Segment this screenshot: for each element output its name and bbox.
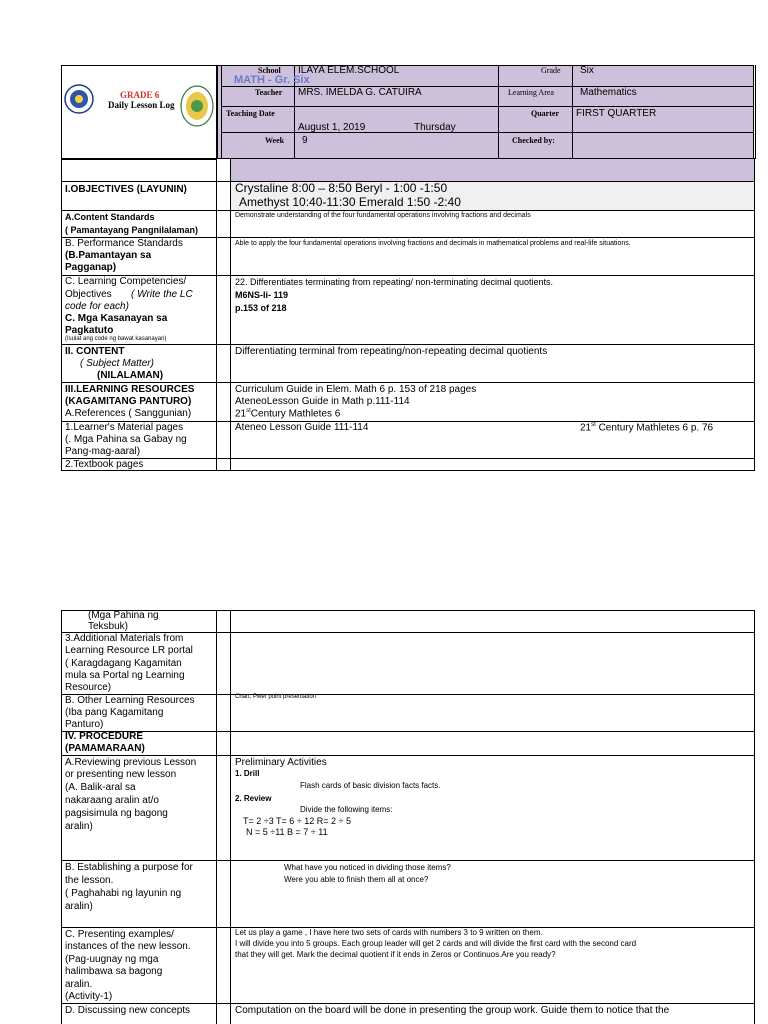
purp-label-4: aralin) <box>65 901 93 912</box>
checked-label: Checked by: <box>512 136 555 145</box>
lm-value-2 <box>580 422 713 434</box>
grade-label: GRADE 6 <box>120 90 160 100</box>
deped-seal-icon <box>64 84 94 114</box>
purp-label-3: ( Paghahabi ng layunin ng <box>65 888 182 899</box>
schedule-line1: Crystaline 8:00 – 8:50 Beryl - 1:00 -1:50 <box>235 181 448 195</box>
disc-value: Computation on the board will be done in presenting the group work. Guide them to notice that the <box>235 1005 670 1016</box>
lm-value-2sup: st <box>591 422 596 428</box>
lr-label-3: A.References ( Sanggunian) <box>65 408 192 419</box>
lc-label-6: (Isulat ang code ng bawat kasanayan) <box>65 336 167 342</box>
perf-std-label: B. Performance Standards <box>65 238 183 249</box>
olr-label: B. Other Learning Resources <box>65 695 195 706</box>
rev-value-1: Preliminary Activities <box>235 757 327 768</box>
purp-label: B. Establishing a purpose for <box>65 862 193 873</box>
math-label: MATH - Gr. Six <box>234 74 310 86</box>
tb-cont-1: (Mga Pahina ng <box>88 610 159 621</box>
lm-value-2a: 21 <box>580 422 592 434</box>
lc-value: 22. Differentiates terminating from repeating/ non-terminating decimal quotients. <box>235 277 554 287</box>
am-label-5: Resource) <box>65 682 112 693</box>
lc-page: p.153 of 218 <box>235 303 287 313</box>
perf-std-label-3: Pagganap) <box>65 262 117 273</box>
lm-label-3: Pang-mag-aaral) <box>65 446 141 457</box>
school-value: ILAYA ELEM.SCHOOL <box>298 65 400 76</box>
am-label-2: Learning Resource LR portal <box>65 645 193 656</box>
lc-label-2b: ( Write the LC <box>131 289 193 300</box>
lc-code: M6NS-Ii- 119 <box>235 290 289 300</box>
lc-label-4: C. Mga Kasanayan sa <box>65 313 168 324</box>
pres-label-3: (Pag-uugnay ng mga <box>65 954 159 965</box>
area-value: Mathematics <box>580 87 637 98</box>
rev-value-6: T= 2 ÷3 T= 6 ÷ 12 R= 2 ÷ 5 <box>243 816 351 826</box>
quarter-value: FIRST QUARTER <box>576 108 657 119</box>
rev-value-7: N = 5 ÷11 B = 7 ÷ 11 <box>246 827 328 837</box>
rev-label-3: (A. Balik-aral sa <box>65 782 136 793</box>
purp-value-1: What have you noticed in dividing those items? <box>284 863 451 872</box>
area-label: Learning Area <box>508 88 554 97</box>
disc-label: D. Discussing new concepts <box>65 1005 191 1016</box>
objectives-label: I.OBJECTIVES (LAYUNIN) <box>65 184 187 195</box>
schedule-line2: Amethyst 10:40-11:30 Emerald 1:50 -2:40 <box>239 195 461 209</box>
olr-label-3: Panturo) <box>65 719 104 730</box>
rev-label: A.Reviewing previous Lesson <box>65 757 197 768</box>
olr-value: Chart, Pwer point presentation <box>235 694 317 700</box>
rev-value-5: Divide the following items: <box>300 805 393 814</box>
pres-label-2: instances of the new lesson. <box>65 941 191 952</box>
tb-label: 2.Textbook pages <box>65 459 144 470</box>
perf-std-label-2: (B.Pamantayan sa <box>65 250 152 261</box>
am-label: 3.Additional Materials from <box>65 633 184 644</box>
lr-value-3 <box>235 408 340 420</box>
lc-label-2: Objectives <box>65 289 112 300</box>
lc-label-5: Pagkatuto <box>65 325 114 336</box>
lm-label-2: (. Mga Pahina sa Gabay ng <box>65 434 187 445</box>
purp-value-2: Were you able to finish them all at once? <box>284 875 429 884</box>
proc-label-2: (PAMAMARAAN) <box>65 743 145 754</box>
lr-value-3sup: st <box>246 408 251 414</box>
lr-value-2: AteneoLesson Guide in Math p.111-114 <box>235 396 410 407</box>
rev-value-2: 1. Drill <box>235 769 260 778</box>
pres-label-5: aralin. <box>65 979 93 990</box>
rev-label-2: or presenting new lesson <box>65 769 177 780</box>
pres-value-3: that they will get. Mark the decimal quotient if it ends in Zeros or Continuos.Are you ready? <box>235 950 556 959</box>
day-value: Thursday <box>414 122 456 133</box>
content-value: Differentiating terminal from repeating/non-repeating decimal quotients <box>235 346 548 357</box>
lr-label: III.LEARNING RESOURCES <box>65 384 195 395</box>
grade-value: Six <box>580 65 594 76</box>
school-label: School <box>258 66 281 75</box>
lm-label: 1.Learner's Material pages <box>65 422 184 433</box>
olr-label-2: (Iba pang Kagamitang <box>65 707 164 718</box>
quarter-label: Quarter <box>531 109 559 118</box>
week-label: Week <box>265 136 285 145</box>
date-label: Teaching Date <box>226 109 275 118</box>
teacher-label: Teacher <box>255 88 283 97</box>
content-label-3: (NILALAMAN) <box>97 370 164 381</box>
content-std-label-2: ( Pamantayang Pangnilalaman) <box>65 225 199 235</box>
log-label: Daily Lesson Log <box>108 100 175 110</box>
content-std-label: A.Content Standards <box>65 212 155 222</box>
rev-label-4: nakaraang aralin at/o <box>65 795 159 806</box>
am-label-4: mula sa Portal ng Learning <box>65 670 185 681</box>
school-seal-icon <box>180 84 214 128</box>
rev-label-6: aralin) <box>65 821 93 832</box>
pres-label-6: (Activity-1) <box>65 991 113 1002</box>
content-label-2: ( Subject Matter) <box>80 358 154 369</box>
rev-label-5: pagsisimula ng bagong <box>65 808 168 819</box>
teacher-value: MRS. IMELDA G. CATUIRA <box>298 87 422 98</box>
pres-value-1: Let us play a game , I have here two sets of cards with numbers 3 to 9 written on them. <box>235 928 543 937</box>
pres-label: C. Presenting examples/ <box>65 929 174 940</box>
lm-value-1: Ateneo Lesson Guide 111-114 <box>235 422 369 433</box>
pres-label-4: halimbawa sa bagong <box>65 966 163 977</box>
perf-std-value: Able to apply the four fundamental operations involving fractions and decimals in mathematical problems and real-life situations. <box>235 240 631 247</box>
content-label: II. CONTENT <box>65 346 125 357</box>
lr-value-3a: 21 <box>235 408 247 420</box>
lc-label: C. Learning Competencies/ <box>65 276 187 287</box>
lm-value-2b: Century Mathletes 6 p. 76 <box>595 422 714 434</box>
week-value: 9 <box>302 135 308 146</box>
grade-field-label: Grade <box>541 66 561 75</box>
content-std-value: Demonstrate understanding of the four fundamental operations involving fractions and decimals <box>235 212 531 219</box>
rev-value-3: Flash cards of basic division facts facts. <box>300 781 441 790</box>
lr-value-1: Curriculum Guide in Elem. Math 6 p. 153 of 218 pages <box>235 384 477 395</box>
proc-label: IV. PROCEDURE <box>65 731 143 742</box>
lr-label-2: (KAGAMITANG PANTURO) <box>65 396 192 407</box>
lr-value-3b: Century Mathletes 6 <box>250 408 341 420</box>
rev-value-4: 2. Review <box>235 794 272 803</box>
lc-label-3: code for each) <box>65 301 129 312</box>
am-label-3: ( Karagdagang Kagamitan <box>65 658 182 669</box>
purp-label-2: the lesson. <box>65 875 114 886</box>
pres-value-2: I will divide you into 5 groups. Each group leader will get 2 cards and will divide the first card with the second card <box>235 939 637 948</box>
date-value: August 1, 2019 <box>298 122 366 133</box>
tb-cont-2: Teksbuk) <box>88 621 129 632</box>
